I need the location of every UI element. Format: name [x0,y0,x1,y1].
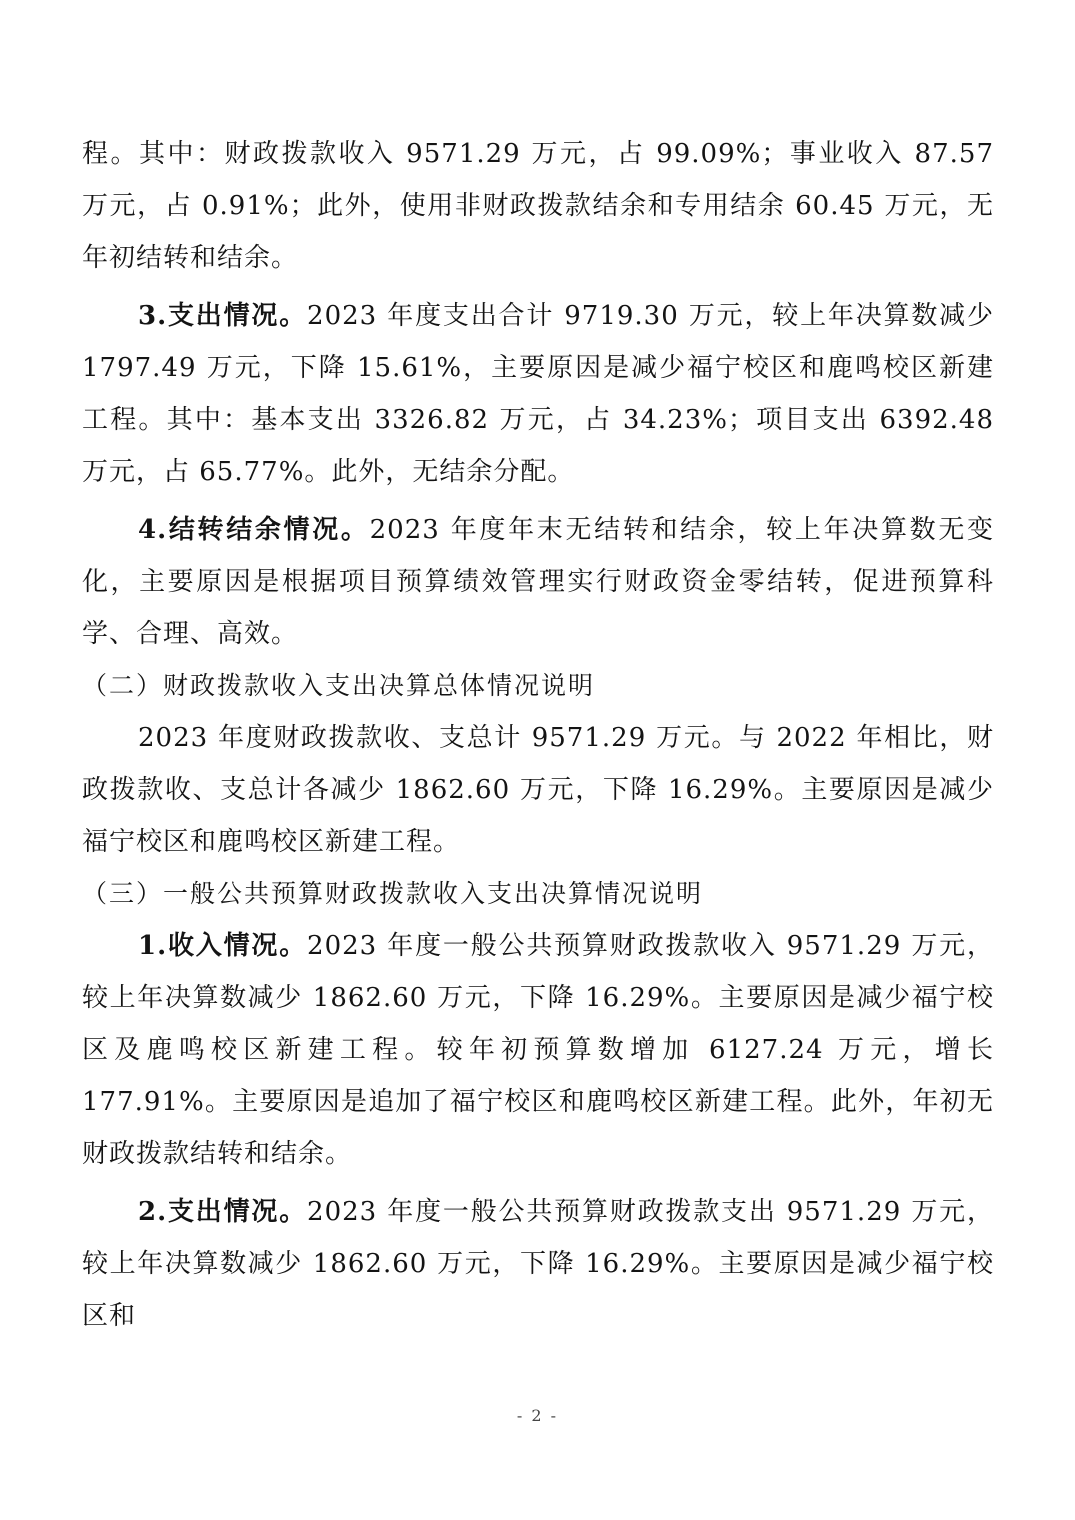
paragraph-text: 2023 年度年末无结转和结余，较上年决算数无变化，主要原因是根据项目预算绩效管理实行财政资金零结转，促进预算科学、合理、高效。 [82,515,994,649]
paragraph-text: 2023 年度财政拨款收、支总计 9571.29 万元。与 2022 年相比，财政拨款收、支总计各减少 1862.60 万元，下降 16.29%。主要原因是减少福宁校区和鹿鸣校区新建工程。 [82,723,994,857]
paragraph-lead-bold: 3.支出情况。 [138,301,308,331]
section-heading-2: （二）财政拨款收入支出决算总体情况说明 [82,671,596,700]
paragraph-fiscal-overall [82,712,994,868]
paragraph-text: 程。其中：财政拨款收入 9571.29 万元，占 99.09%；事业收入 87.57 万元，占 0.91%；此外，使用非财政拨款结余和专用结余 60.45 万元，无年初结转和结余。 [82,139,994,273]
paragraph-lead-bold: 4.结转结余情况。 [138,515,370,545]
paragraph-general-income [82,920,994,1180]
paragraph-general-expenditure [82,1186,994,1342]
paragraph-income-continued [82,128,994,284]
document-body [82,128,994,1342]
paragraph-text: 2023 年度一般公共预算财政拨款支出 9571.29 万元，较上年决算数减少 1862.60 万元，下降 16.29%。主要原因是减少福宁校区和 [82,1197,994,1331]
paragraph-lead-bold: 1.收入情况。 [138,931,308,961]
paragraph-expenditure [82,290,994,498]
paragraph-text: 2023 年度支出合计 9719.30 万元，较上年决算数减少 1797.49 万元，下降 15.61%，主要原因是减少福宁校区和鹿鸣校区新建工程。其中：基本支出 3326.82 万元，占 34.23%；项目支出 6392.48 万元，占 65.77%。此外，无结余分配。 [82,301,994,487]
paragraph-text: 2023 年度一般公共预算财政拨款收入 9571.29 万元，较上年决算数减少 1862.60 万元，下降 16.29%。主要原因是减少福宁校区及鹿鸣校区新建工程。较年初预算数增加 6127.24 万元，增长 177.91%。主要原因是追加了福宁校区和鹿鸣校区新建工程。此外，年初无财政拨款结转和结余。 [82,931,994,1169]
paragraph-carryover [82,504,994,660]
paragraph-lead-bold: 2.支出情况。 [138,1197,308,1227]
section-heading-3: （三）一般公共预算财政拨款收入支出决算情况说明 [82,879,704,908]
page-number: - 2 - [516,1406,559,1425]
